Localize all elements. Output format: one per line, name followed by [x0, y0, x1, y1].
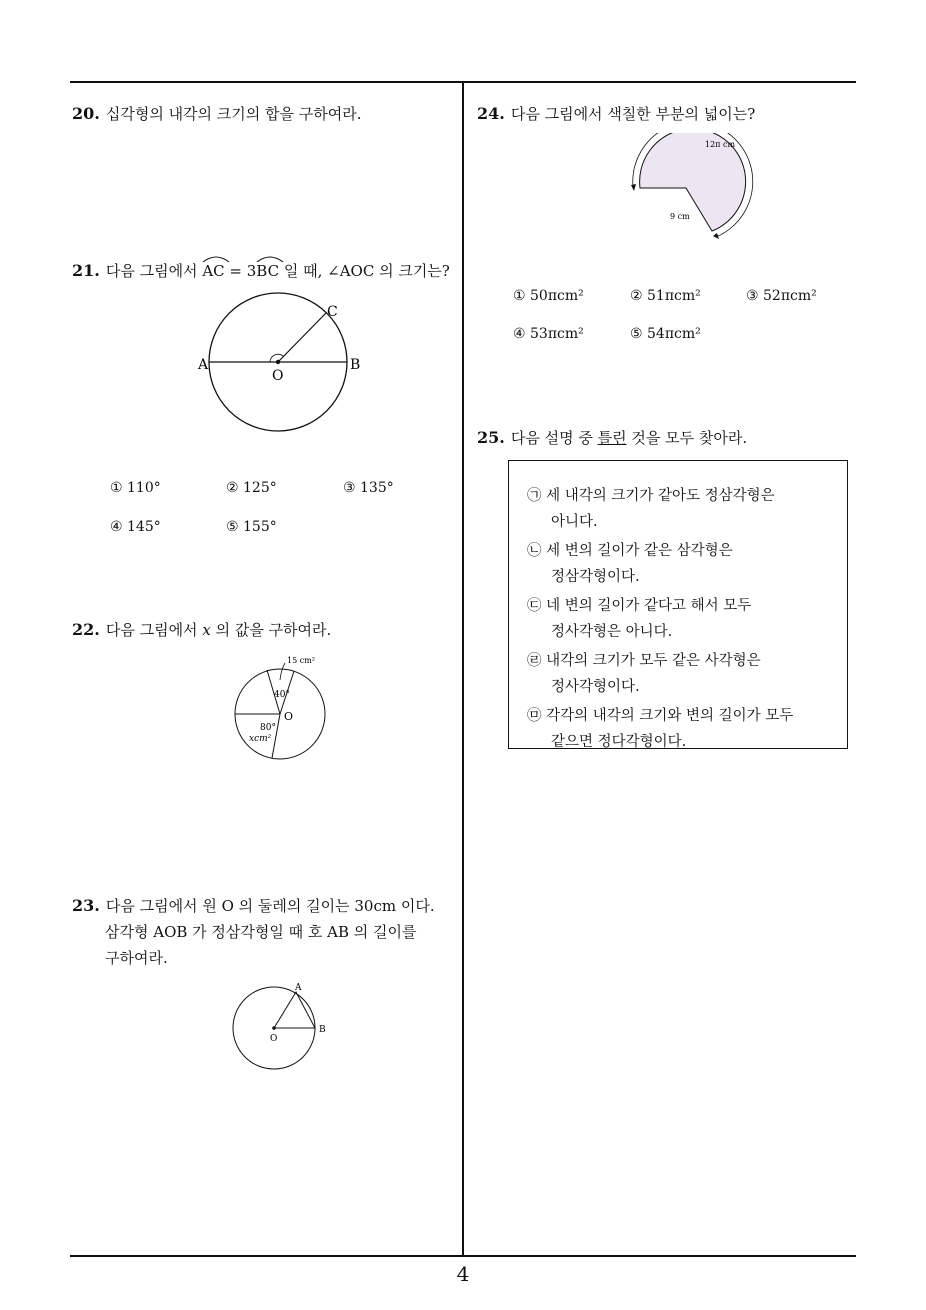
label-b: B [319, 1025, 326, 1035]
statement-mark: ㉡ [527, 543, 542, 559]
question-text: 다음 그림에서 [105, 621, 203, 639]
variable-x: x [202, 621, 211, 639]
figure-q22-circle [225, 650, 345, 765]
statement-box [508, 460, 848, 749]
question-21: 21. 다음 그림에서 AC = 3 BC 일 때, ∠AOC 의 크기는? [72, 258, 450, 284]
statement-mark: ㉠ [527, 488, 542, 504]
radius-4 [272, 714, 280, 758]
question-text-line1: 다음 그림에서 원 O 의 둘레의 길이는 30cm 이다. [105, 897, 435, 915]
question-number: 25. [477, 428, 505, 447]
q21-option-5[interactable]: ⑤ 155° [226, 519, 277, 535]
figure-q23-circle [225, 978, 340, 1078]
label-o: O [272, 368, 284, 384]
statement-mark: ㉣ [527, 653, 542, 669]
label-80deg: 80° [260, 723, 276, 733]
question-24 [477, 101, 755, 127]
triangle-aob [274, 992, 315, 1028]
figure-q24-sector [620, 133, 770, 243]
column-divider [462, 82, 464, 1257]
q21-option-1[interactable]: ① 110° [110, 480, 161, 496]
underlined-word: 틀린 [597, 429, 627, 447]
arc-symbol-icon [202, 255, 230, 263]
label-xcm2: xcm² [249, 734, 272, 744]
label-a: A [295, 983, 302, 993]
question-number: 24. [477, 104, 505, 123]
label-12pi-cm: 12π cm [705, 140, 736, 149]
page-number: 4 [456, 1262, 470, 1286]
q24-option-4[interactable]: ④ 53πcm² [513, 326, 584, 342]
question-20 [72, 101, 362, 127]
label-o: O [270, 1034, 278, 1044]
q24-option-2[interactable]: ② 51πcm² [630, 288, 701, 304]
arc-ac: AC [202, 258, 224, 284]
label-15cm2: 15 cm² [287, 656, 315, 665]
statement-4[interactable]: ㉣ 내각의 크기가 모두 같은 사각형은 정사각형이다. [527, 653, 761, 695]
center-point [272, 1026, 276, 1030]
question-25: 25. 다음 설명 중 틀린 것을 모두 찾아라. [477, 428, 748, 447]
statement-3[interactable]: ㉢ 네 변의 길이가 같다고 해서 모두 정사각형은 아니다. [527, 598, 752, 640]
arc-bc: BC [256, 258, 279, 284]
label-c: C [327, 304, 338, 320]
radius-oc [278, 313, 326, 362]
q21-option-4[interactable]: ④ 145° [110, 519, 161, 535]
question-text: 십각형의 내각의 크기의 합을 구하여라. [105, 105, 362, 123]
question-text-line3: 구하여라. [105, 949, 168, 967]
question-text: 다음 그림에서 색칠한 부분의 넓이는? [510, 105, 756, 123]
question-number: 21. [72, 261, 100, 280]
q21-option-3[interactable]: ③ 135° [343, 480, 394, 496]
question-23 [72, 893, 435, 971]
label-b: B [350, 357, 361, 373]
q24-option-5[interactable]: ⑤ 54πcm² [630, 326, 701, 342]
center-point [276, 360, 280, 364]
question-number: 23. [72, 896, 100, 915]
question-number: 20. [72, 104, 100, 123]
bottom-rule [70, 1255, 856, 1257]
q24-option-1[interactable]: ① 50πcm² [513, 288, 584, 304]
question-text: 다음 설명 중 [510, 429, 598, 447]
label-9cm: 9 cm [670, 212, 690, 221]
label-40deg: 40° [274, 690, 290, 700]
statement-5[interactable]: ㉤ 각각의 내각의 크기와 변의 길이가 모두 같으면 정다각형이다. [527, 708, 794, 750]
q24-option-3[interactable]: ③ 52πcm² [746, 288, 817, 304]
figure-q21-circle [190, 292, 370, 462]
question-text: 다음 그림에서 [105, 262, 203, 280]
q21-option-2[interactable]: ② 125° [226, 480, 277, 496]
arc-symbol-icon [256, 255, 284, 263]
question-number: 22. [72, 620, 100, 639]
arrowhead-left [631, 184, 636, 191]
statement-mark: ㉢ [527, 598, 542, 614]
statement-1[interactable]: ㉠ 세 내각의 크기가 같아도 정삼각형은 아니다. [527, 488, 775, 530]
question-text-line2: 삼각형 AOB 가 정삼각형일 때 호 AB 의 길이를 [105, 923, 417, 941]
statement-2[interactable]: ㉡ 세 변의 길이가 같은 삼각형은 정삼각형이다. [527, 543, 733, 585]
question-22: 22. 다음 그림에서 x 의 값을 구하여라. [72, 620, 332, 639]
pointer-arrow [280, 663, 285, 680]
statement-mark: ㉤ [527, 708, 542, 724]
label-o: O [284, 710, 294, 723]
label-a: A [198, 357, 209, 373]
